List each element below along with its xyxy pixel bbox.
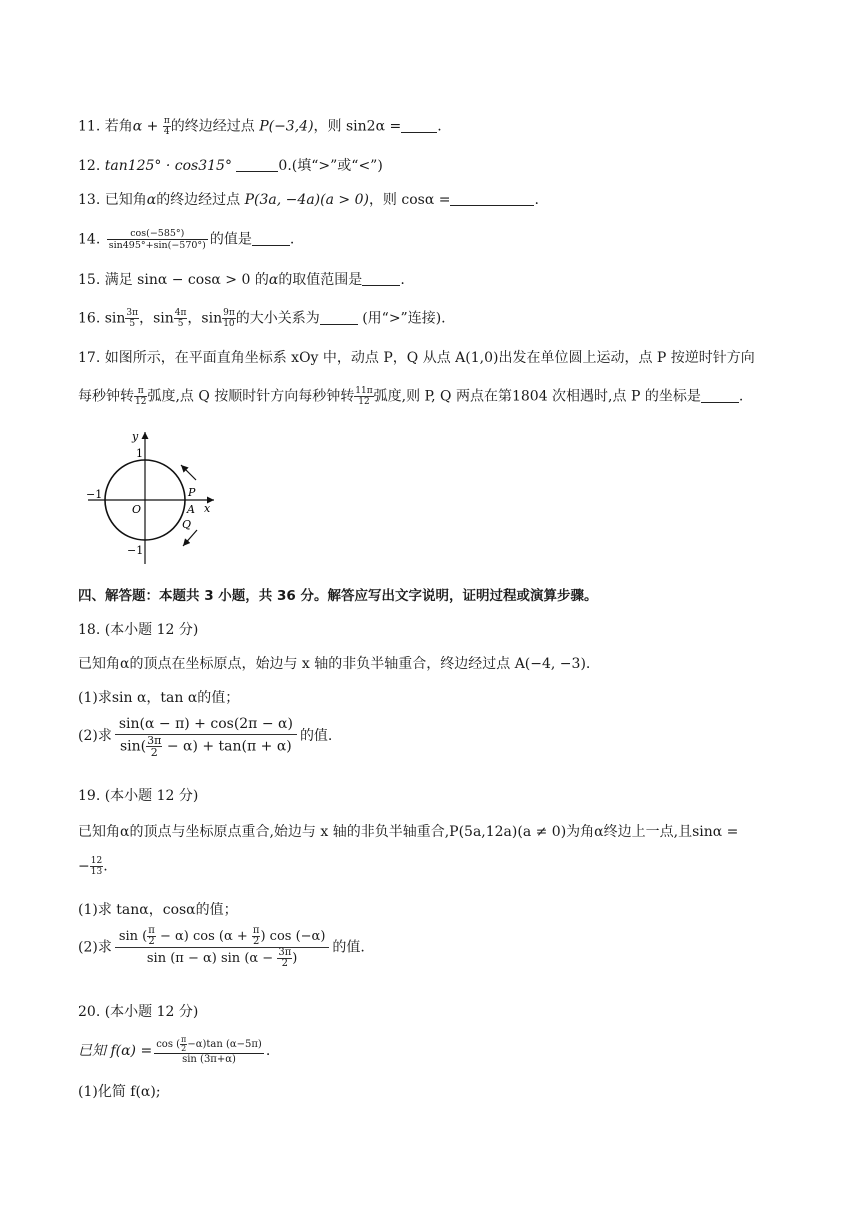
q15-end: . <box>400 272 405 288</box>
question-number: 17. <box>78 350 101 366</box>
q17-text-b: 弧度,点 Q 按顺时针方向每秒钟转 <box>147 388 355 405</box>
num-frac-1 <box>147 926 156 947</box>
frac-num: 9π <box>223 308 235 318</box>
answer-blank[interactable] <box>362 271 400 286</box>
big-frac-den <box>115 948 330 969</box>
answer-blank[interactable] <box>320 310 358 325</box>
q19-fraction <box>90 856 103 877</box>
q17-text-c: 弧度,则 P, Q 两点在第1804 次相遇时,点 P 的坐标是 <box>373 388 701 405</box>
q17-fraction-2 <box>354 386 373 407</box>
q19-part-1: (1)求 tanα，cosα的值； <box>78 902 238 918</box>
q18-big-fraction <box>115 714 297 758</box>
question-12 <box>78 156 383 176</box>
frac-den: 2 <box>281 958 288 969</box>
q11-text-c: ，则 sin2α = <box>313 118 402 135</box>
big-frac-num: sin(α − π) + cos(2π − α) <box>115 714 297 735</box>
frac-num: π <box>252 925 260 936</box>
frac-num <box>154 1036 264 1054</box>
frac-den: 10 <box>223 319 235 329</box>
q18-end: 的值. <box>299 728 333 744</box>
sin-label: sin <box>201 310 223 327</box>
period: . <box>265 1043 271 1059</box>
question-14 <box>78 228 294 251</box>
question-16 <box>78 308 446 329</box>
num-part-a: cos ( <box>156 1039 181 1050</box>
separator: ， <box>139 310 154 327</box>
frac-num: 12 <box>90 856 103 866</box>
den-fraction <box>146 735 162 758</box>
q18-part-2 <box>78 714 332 758</box>
frac-num: 11π <box>355 386 373 396</box>
label-neg1-bottom: −1 <box>127 544 144 557</box>
sin-label: sin <box>104 310 126 327</box>
q13-end: . <box>534 192 539 208</box>
den-frac <box>277 948 292 969</box>
answer-blank[interactable] <box>236 157 278 172</box>
q13-alpha: α <box>146 192 157 208</box>
q11-text: 若角 <box>104 118 133 135</box>
question-number: 14. <box>78 231 101 248</box>
frac-den: 12 <box>358 397 370 407</box>
frac-den: 13 <box>90 867 103 877</box>
frac-den: 2 <box>181 1044 187 1053</box>
q12-expression: tan125° · cos315° <box>104 158 232 174</box>
question-number: 15. <box>78 272 101 288</box>
frac-num: π <box>134 386 147 397</box>
frac-num: 3π <box>147 734 162 747</box>
q13-point: P(3a, −4a)(a > 0) <box>244 192 369 208</box>
q14-fraction <box>107 228 208 251</box>
part-label: (2)求 <box>78 939 112 956</box>
q18-stem: 已知角α的顶点在坐标原点，始边与 x 轴的非负半轴重合，终边经过点 A(−4, −3). <box>78 656 591 672</box>
period: . <box>103 858 108 875</box>
num-part-b: − α) cos (α + <box>155 929 252 944</box>
q19-heading: 19. (本小题 12 分) <box>78 788 199 804</box>
frac-den: sin (3π+α) <box>182 1054 236 1065</box>
q20-stem <box>78 1036 270 1066</box>
q17-text: 如图所示，在平面直角坐标系 xOy 中，动点 P，Q 从点 A(1,0)出发在单位圆上运动，点 P 按逆时针方向 <box>104 350 755 366</box>
part-label: (2)求 <box>78 728 112 744</box>
answer-blank[interactable] <box>401 118 437 133</box>
frac-den: 12 <box>135 397 147 407</box>
q20-part-1: (1)化简 f(α); <box>78 1084 161 1100</box>
q14-frac-den: sin495°+sin(−570°) <box>108 240 206 251</box>
q19-stem-cont <box>78 856 108 877</box>
answer-blank[interactable] <box>701 388 739 403</box>
q18-part-1: (1)求sin α，tan α的值； <box>78 690 240 706</box>
q15-text-b: 的取值范围是 <box>278 272 363 288</box>
q16-tail: (用“>”连接). <box>362 310 446 327</box>
q17-text-a: 每秒钟转 <box>78 388 134 405</box>
q20-stem-text: 已知 f(α) = <box>78 1043 153 1059</box>
sin-label: sin <box>153 310 174 327</box>
question-number: 12. <box>78 158 101 174</box>
frac-den: 5 <box>177 319 184 329</box>
question-17-line-1 <box>78 348 755 368</box>
den-part-a: sin (π − α) sin (α − <box>146 951 278 966</box>
label-A: A <box>187 503 195 516</box>
label-Q: Q <box>182 518 192 531</box>
num-part-b: −α)tan (α−5π) <box>187 1039 262 1050</box>
question-11 <box>78 116 442 137</box>
q11-frac-den: 4 <box>163 127 170 137</box>
label-O: O <box>132 503 142 516</box>
q11-text-b: 的终边经过点 <box>170 118 255 135</box>
q16-fraction-3 <box>222 308 236 329</box>
answer-blank[interactable] <box>450 191 534 206</box>
q14-frac-num: cos(−585°) <box>107 228 208 240</box>
label-1: 1 <box>136 447 143 460</box>
q15-alpha: α <box>268 272 279 288</box>
p-direction-arrow <box>181 465 196 480</box>
big-frac-num <box>115 926 330 948</box>
q19-end: 的值. <box>332 939 365 956</box>
frac-den: 2 <box>148 936 155 947</box>
den-part-b: − α) + tan(π + α) <box>162 738 292 755</box>
minus-sign: − <box>78 858 90 875</box>
answer-blank[interactable] <box>252 231 290 246</box>
q13-text-b: 的终边经过点 <box>156 192 241 208</box>
q11-frac-num: π <box>163 116 170 126</box>
frac-den: 2 <box>150 746 158 759</box>
label-x: x <box>204 502 211 515</box>
unit-circle-figure <box>84 428 224 566</box>
frac-den: 5 <box>129 319 136 329</box>
frac-den: 2 <box>252 936 260 947</box>
q19-stem: 已知角α的顶点与坐标原点重合,始边与 x 轴的非负半轴重合,P(5a,12a)(a ≠ 0)为角α终边上一点,且sinα = <box>78 824 739 840</box>
q16-text: 的大小关系为 <box>235 310 320 327</box>
q20-fraction <box>154 1036 264 1066</box>
q20-heading: 20. (本小题 12 分) <box>78 1004 199 1020</box>
q12-tail: 0.(填“>”或“<”) <box>278 158 383 174</box>
label-neg1-left: −1 <box>86 488 103 501</box>
section-heading: 四、解答题：本题共 3 小题，共 36 分。解答应写出文字说明，证明过程或演算步骤。 <box>78 588 598 604</box>
q14-end: . <box>289 231 295 248</box>
question-number: 11. <box>78 118 101 135</box>
question-number: 16. <box>78 310 101 327</box>
q11-fraction <box>163 116 171 137</box>
question-number: 13. <box>78 192 101 208</box>
q-direction-arrow <box>183 530 197 546</box>
frac-num: 3π <box>126 308 139 318</box>
question-13 <box>78 190 539 210</box>
q11-angle: α + <box>132 118 163 135</box>
q13-text-c: ，则 cosα = <box>368 192 451 208</box>
frac-num: π <box>181 1035 187 1044</box>
den-part-a: sin( <box>120 738 147 755</box>
q19-part-2 <box>78 926 365 969</box>
frac-num: π <box>148 925 155 936</box>
big-frac-den <box>115 735 297 758</box>
label-y: y <box>132 430 139 443</box>
label-P: P <box>188 486 196 499</box>
den-part-b: ) <box>292 951 298 966</box>
q15-text: 满足 sinα − cosα > 0 的 <box>104 272 269 288</box>
separator: ， <box>187 310 202 327</box>
question-17-line-2 <box>78 386 743 407</box>
q18-heading: 18. (本小题 12 分) <box>78 622 199 638</box>
q13-text: 已知角 <box>104 192 147 208</box>
q11-end: . <box>437 118 442 135</box>
frac-num: 4π <box>174 308 187 318</box>
q11-point: P(−3,4) <box>259 118 314 135</box>
q14-text: 的值是 <box>209 231 252 248</box>
q16-fraction-2 <box>174 308 188 329</box>
num-part-c: ) cos (−α) <box>260 929 326 944</box>
q16-fraction-1 <box>125 308 139 329</box>
q17-end: . <box>738 388 744 405</box>
q19-big-fraction <box>115 926 330 969</box>
num-part-a: sin ( <box>118 929 148 944</box>
q17-fraction-1 <box>134 386 147 407</box>
question-15 <box>78 270 405 290</box>
frac-num: 3π <box>278 947 292 958</box>
